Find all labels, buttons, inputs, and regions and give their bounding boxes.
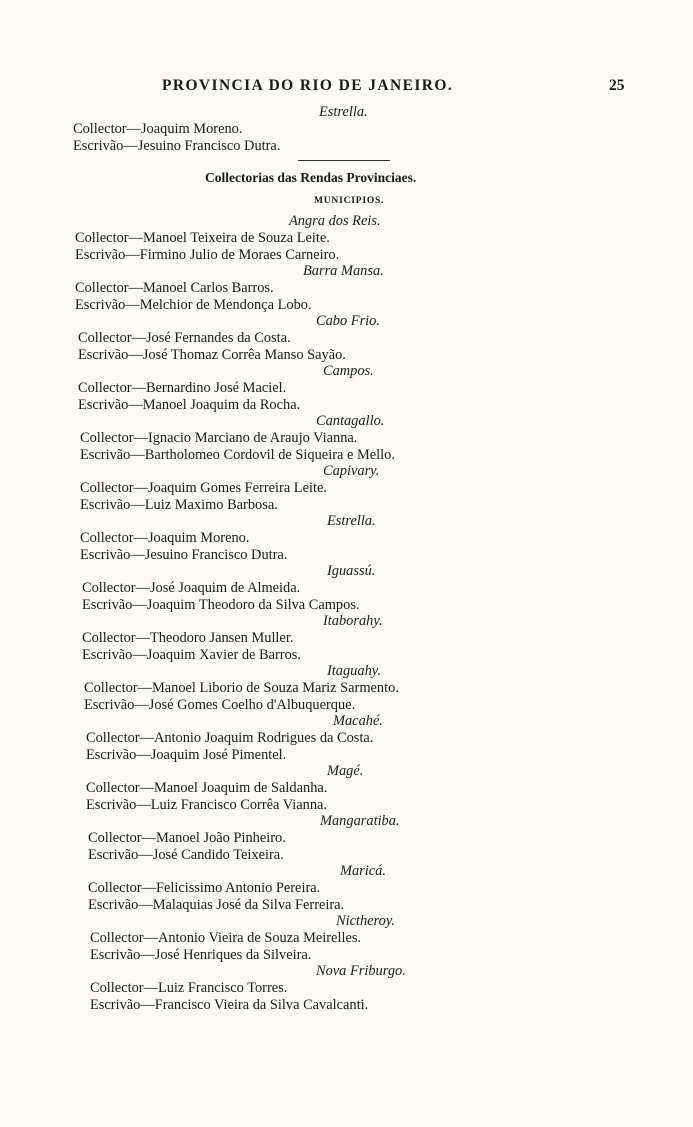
collector-line: Collector—Manoel Teixeira de Souza Leite. — [75, 230, 330, 246]
escrivao-line: Escrivão—Joaquim Theodoro da Silva Campos. — [82, 597, 360, 613]
place-heading: Angra dos Reis. — [289, 213, 381, 229]
escrivao-line: Escrivão—Melchior de Mendonça Lobo. — [75, 297, 312, 313]
place-heading: Magé. — [327, 763, 364, 779]
collector-line: Collector—Manoel Liborio de Souza Mariz Sarmento. — [84, 680, 399, 696]
place-heading: Campos. — [323, 363, 374, 379]
page-header — [0, 77, 693, 99]
collector-line: Collector—Bernardino José Maciel. — [78, 380, 287, 396]
section-divider — [298, 160, 390, 161]
escrivao-line: Escrivão—José Candido Teixeira. — [88, 847, 284, 863]
section-title: Collectorias das Rendas Provinciaes. — [205, 170, 417, 185]
escrivao-line: Escrivão—José Henriques da Silveira. — [90, 947, 312, 963]
escrivao-line: Escrivão—Malaquias José da Silva Ferreira. — [88, 897, 345, 913]
page-number: 25 — [609, 77, 625, 94]
escrivao-line: Escrivão—Joaquim José Pimentel. — [86, 747, 287, 763]
escrivao-line: Escrivão—Luiz Maximo Barbosa. — [80, 497, 278, 513]
collector-line: Collector—Theodoro Jansen Muller. — [82, 630, 294, 646]
place-heading: Iguassú. — [327, 563, 376, 579]
collector-line: Collector—Joaquim Moreno. — [80, 530, 250, 546]
place-heading: Maricá. — [340, 863, 386, 879]
collector-line: Collector—Manoel João Pinheiro. — [88, 830, 286, 846]
running-title: PROVINCIA DO RIO DE JANEIRO. — [162, 77, 454, 94]
escrivao-line: Escrivão—Jesuino Francisco Dutra. — [80, 547, 288, 563]
collector-line: Collector—Ignacio Marciano de Araujo Vianna. — [80, 430, 358, 446]
place-heading: Cabo Frio. — [316, 313, 380, 329]
place-heading: Nictheroy. — [336, 913, 396, 929]
place-heading: Estrella. — [319, 104, 368, 120]
place-heading: Macahé. — [333, 713, 383, 729]
escrivao-line: Escrivão—Francisco Vieira da Silva Cavalcanti. — [90, 997, 369, 1013]
escrivao-line: Escrivão—Manoel Joaquim da Rocha. — [78, 397, 301, 413]
escrivao-line: Escrivão—José Thomaz Corrêa Manso Sayão. — [78, 347, 346, 363]
collector-line: Collector—Antonio Joaquim Rodrigues da Costa. — [86, 730, 374, 746]
escrivao-line: Escrivão—Firmino Julio de Moraes Carneiro. — [75, 247, 340, 263]
place-heading: Barra Mansa. — [303, 263, 384, 279]
escrivao-line: Escrivão—José Gomes Coelho d'Albuquerque. — [84, 697, 356, 713]
escrivao-line: Escrivão—Joaquim Xavier de Barros. — [82, 647, 301, 663]
collector-line: Collector—Joaquim Gomes Ferreira Leite. — [80, 480, 327, 496]
place-heading: Estrella. — [327, 513, 376, 529]
collector-line: Collector—Manoel Joaquim de Saldanha. — [86, 780, 328, 796]
escrivao-line: Escrivão—Jesuino Francisco Dutra. — [73, 138, 281, 154]
collector-line: Collector—Joaquim Moreno. — [73, 121, 243, 137]
collector-line: Collector—José Fernandes da Costa. — [78, 330, 291, 346]
escrivao-line: Escrivão—Luiz Francisco Corrêa Vianna. — [86, 797, 328, 813]
place-heading: Capivary. — [323, 463, 380, 479]
place-heading: Cantagallo. — [316, 413, 385, 429]
collector-line: Collector—Luiz Francisco Torres. — [90, 980, 288, 996]
collector-line: Collector—Antonio Vieira de Souza Meirelles. — [90, 930, 362, 946]
collector-line: Collector—Manoel Carlos Barros. — [75, 280, 274, 296]
escrivao-line: Escrivão—Bartholomeo Cordovil de Siqueira e Mello. — [80, 447, 395, 463]
collector-line: Collector—José Joaquim de Almeida. — [82, 580, 301, 596]
collector-line: Collector—Felicissimo Antonio Pereira. — [88, 880, 321, 896]
place-heading: Itaguahy. — [327, 663, 381, 679]
place-heading: Itaborahy. — [323, 613, 383, 629]
place-heading: Nova Friburgo. — [316, 963, 406, 979]
place-heading: Mangaratiba. — [320, 813, 400, 829]
section-subtitle: MUNICIPIOS. — [314, 196, 385, 206]
